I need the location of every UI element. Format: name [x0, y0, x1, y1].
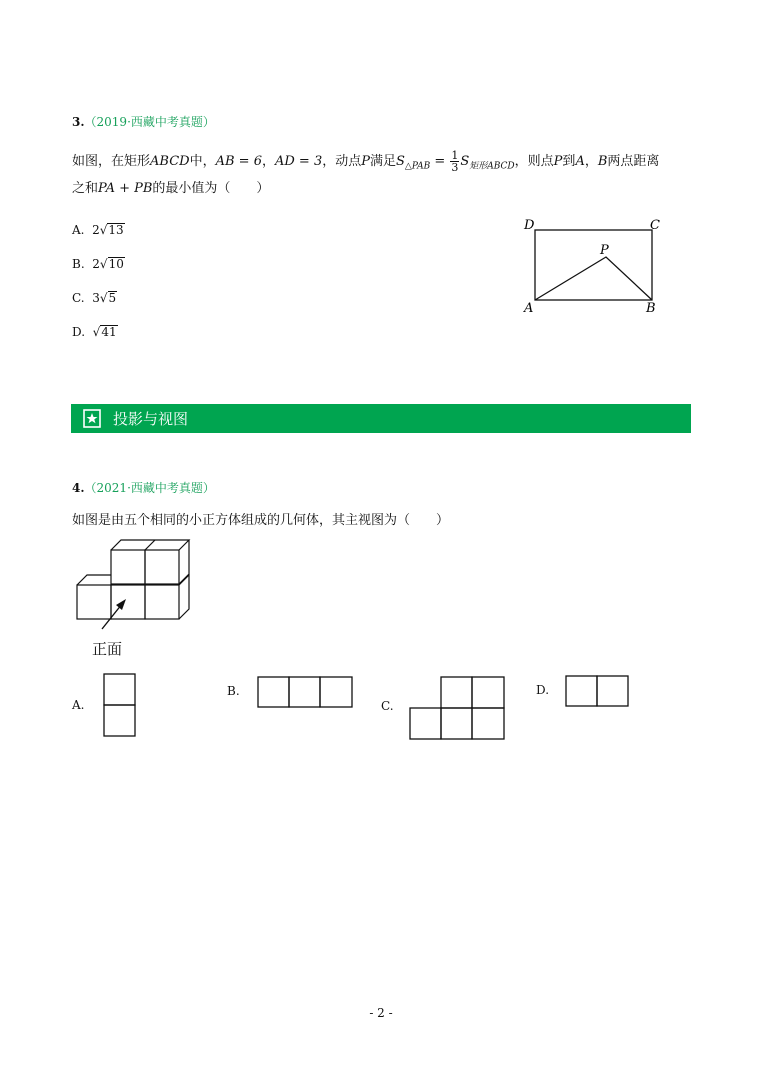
- q3-stem-line2: [72, 181, 269, 197]
- q3-stem-text: ，: [584, 154, 598, 169]
- fraction-numerator: 1: [451, 149, 459, 162]
- q3-stem-line1: [72, 150, 659, 175]
- q3-math-sub: 矩形ABCD: [469, 161, 515, 172]
- option-radicand: 5: [108, 291, 117, 305]
- q3-stem-text: 如图，在矩形: [72, 154, 151, 169]
- q3-stem-text: ，则点: [514, 154, 554, 169]
- q3-math-sub: △PAB: [404, 161, 431, 172]
- q4-option-c-figure[interactable]: [409, 676, 506, 740]
- sqrt-icon: √: [99, 257, 108, 271]
- q3-math: AD = 3: [274, 154, 323, 169]
- q3-math: AB = 6: [215, 154, 262, 169]
- q4-option-b-label[interactable]: B.: [227, 684, 240, 698]
- q3-number: 3.: [72, 115, 85, 129]
- q3-rectangle-figure: [520, 212, 670, 317]
- q3-option-d[interactable]: [72, 325, 118, 339]
- option-coef: 2: [92, 257, 100, 271]
- q4-front-label: 正面: [92, 640, 123, 658]
- section-banner: [71, 404, 691, 433]
- q3-option-c[interactable]: [72, 291, 117, 305]
- q4-option-d-figure[interactable]: [565, 675, 630, 708]
- q3-stem-text: ，动点: [322, 154, 362, 169]
- q3-math: S: [396, 154, 405, 169]
- option-label: A.: [72, 223, 85, 237]
- page-number: - 2 -: [369, 1006, 393, 1020]
- q3-math: PA + PB: [98, 181, 153, 196]
- option-label: B.: [72, 257, 85, 271]
- arrow-icon: [102, 604, 122, 629]
- q3-math: P: [553, 154, 563, 169]
- option-radicand: 13: [108, 223, 124, 237]
- q3-stem-text: 中，: [189, 154, 216, 169]
- arrow-head-icon: [116, 599, 126, 610]
- q3-stem-text: ，: [261, 154, 275, 169]
- q4-option-b-figure[interactable]: [257, 676, 354, 709]
- option-label: C.: [72, 291, 85, 305]
- sqrt-icon: √: [99, 223, 108, 237]
- q3-fraction: [450, 150, 459, 173]
- q4-number: 4.: [72, 481, 85, 495]
- q3-equals: =: [430, 154, 450, 169]
- q4-option-a-label[interactable]: A.: [72, 698, 85, 712]
- option-label: D.: [72, 325, 86, 339]
- q4-option-d-label[interactable]: D.: [536, 683, 550, 697]
- triangle-pab: [535, 257, 652, 300]
- q3-stem-text: 两点距离: [607, 154, 660, 169]
- option-coef: 3: [92, 291, 100, 305]
- section-title: 投影与视图: [113, 410, 189, 428]
- q4-cube-figure: [74, 538, 194, 630]
- q4-header: [72, 477, 215, 496]
- q3-stem-text: 之和: [72, 181, 99, 196]
- q3-source: （2019·西藏中考真题）: [84, 115, 215, 129]
- q4-option-a-figure[interactable]: [103, 673, 137, 737]
- q4-option-c-label[interactable]: C.: [381, 699, 394, 713]
- label-c: C: [650, 218, 660, 233]
- q3-math: S: [460, 154, 470, 169]
- star-bookmark-icon: [83, 409, 101, 428]
- q3-stem-text: 的最小值为（ ）: [152, 181, 270, 196]
- label-d: D: [524, 218, 535, 233]
- q3-math: P: [361, 154, 370, 169]
- q3-stem-text: 到: [562, 154, 576, 169]
- q3-option-b[interactable]: [72, 257, 125, 271]
- q4-source: （2021·西藏中考真题）: [84, 481, 215, 495]
- option-radicand: 41: [101, 325, 117, 339]
- q3-header: [72, 111, 215, 130]
- q4-stem: 如图是由五个相同的小正方体组成的几何体，其主视图为（ ）: [72, 513, 450, 528]
- sqrt-icon: √: [92, 325, 101, 339]
- sqrt-icon: √: [99, 291, 108, 305]
- fraction-denominator: 3: [451, 161, 459, 174]
- q3-option-a[interactable]: [72, 223, 125, 237]
- label-p: P: [600, 243, 609, 258]
- q3-math: B: [597, 154, 608, 169]
- option-radicand: 10: [108, 257, 124, 271]
- option-coef: 2: [92, 223, 100, 237]
- q3-math: ABCD: [150, 154, 190, 169]
- q3-math: A: [575, 154, 585, 169]
- label-b: B: [646, 301, 656, 316]
- label-a: A: [524, 301, 534, 316]
- q3-stem-text: 满足: [370, 154, 397, 169]
